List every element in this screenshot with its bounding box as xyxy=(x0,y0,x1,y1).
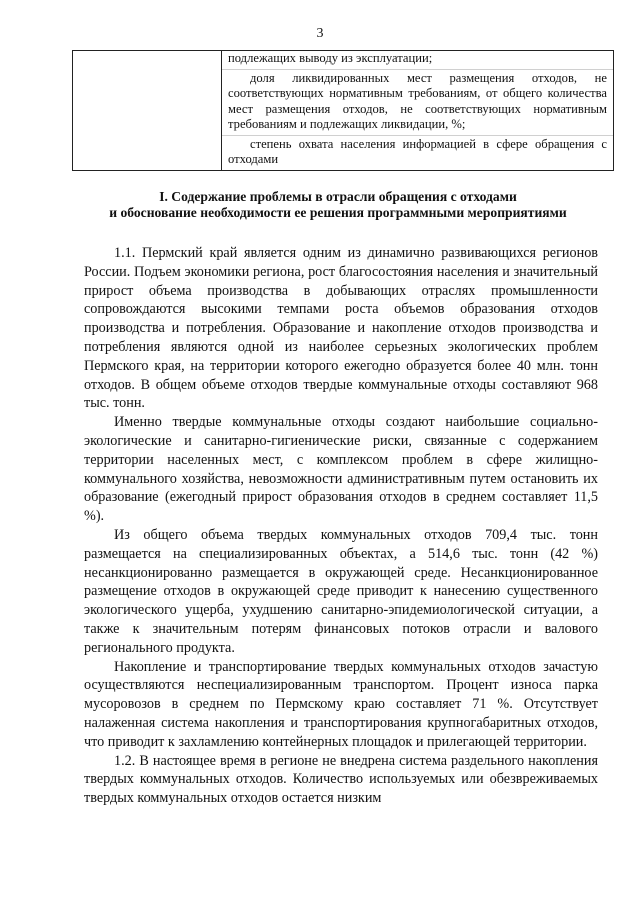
indicator-text: доля ликвидированных мест размещения отходов, не соответствующих нормативным требованиям, от общего количества мест размещения отходов, не соответствующих нормативным требованиям и подлежащих ликвидации, %; xyxy=(228,70,607,131)
indicators-table xyxy=(72,50,614,171)
indicator-text: подлежащих выводу из эксплуатации; xyxy=(228,51,433,65)
indicator-item xyxy=(222,69,613,135)
table-cell-left xyxy=(73,51,222,171)
section-heading-line: I. Содержание проблемы в отрасли обращения с отходами xyxy=(159,189,517,204)
page-number: 3 xyxy=(316,26,324,41)
paragraph: Из общего объема твердых коммунальных отходов 709,4 тыс. тонн размещается на специализированных объектах, а 514,6 тыс. тонн (42 %) несанкционированно размещается в окружающей среде. Несанкционированное размещение отходов в окружающей среде приводит к нанесению существенного экологического ущерба, ухудшению санитарно-эпидемиологической ситуации, а также к значительным потерям финансовых потоков отрасли и валового регионального продукта. xyxy=(84,526,598,656)
table-cell-right xyxy=(222,51,614,171)
table-row xyxy=(73,51,614,171)
paragraph: Именно твердые коммунальные отходы создают наибольшие социально-экологические и санитарно-гигиенические риски, связанные с содержанием территории населенных мест, с комплексом проблем в сфере жилищно-коммунального хозяйства, невозможности административным путем остановить их образование (ежегодный прирост образования отходов в среднем составляет 11,5 %). xyxy=(84,414,598,525)
section-heading xyxy=(60,189,616,221)
paragraph: Накопление и транспортирование твердых коммунальных отходов зачастую осуществляются неспециализированным транспортом. Процент износа парка мусоровозов в среднем по Пермскому краю составляет 71 %. Отсутствует налаженная система накопления и транспортирования крупногабаритных отходов, что приводит к захламлению контейнерных площадок и прилегающей территории. xyxy=(84,658,598,750)
indicator-item xyxy=(222,51,613,69)
section-body xyxy=(84,244,598,808)
section-heading-line: и обоснование необходимости ее решения программными мероприятиями xyxy=(109,205,567,220)
indicator-text: степень охвата населения информацией в сфере обращения с отходами xyxy=(228,136,607,166)
paragraph: 1.2. В настоящее время в регионе не внедрена система раздельного накопления твердых коммунальных отходов. Количество используемых или обезвреживаемых твердых коммунальных отходов остается низким xyxy=(84,752,598,807)
indicator-item xyxy=(222,135,613,170)
paragraph: 1.1. Пермский край является одним из динамично развивающихся регионов России. Подъем экономики региона, рост благосостояния населения и значительный прирост объема производства в добывающих отраслях промышленности сопровождаются высокими темпами роста объемов образования отходов производства и потребления. Образование и накопление отходов производства и потребления являются одной из наиболее серьезных экологических проблем Пермского края, на территории которого ежегодно образуется более 40 млн. тонн отходов. В общем объеме отходов твердые коммунальные отходы составляют 968 тыс. тонн. xyxy=(84,245,598,412)
